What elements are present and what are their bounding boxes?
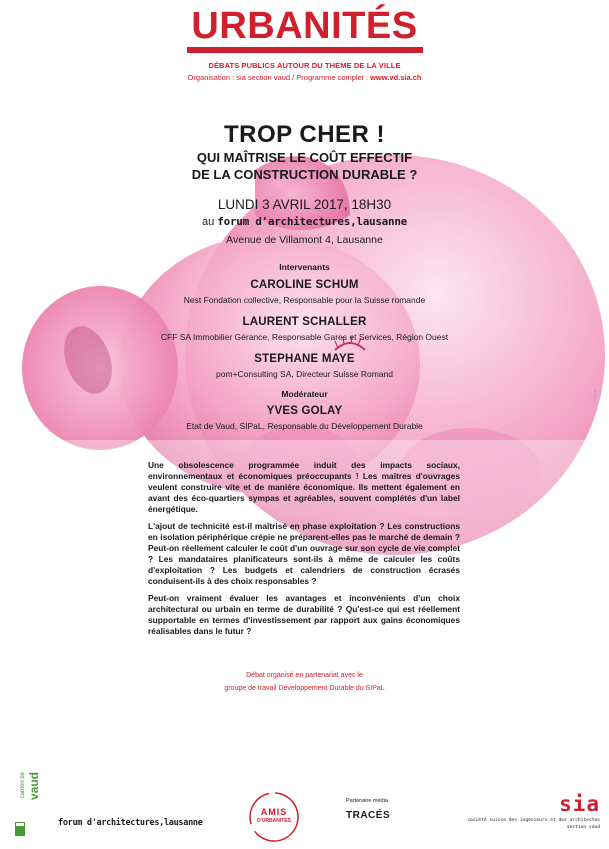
amis-circle-icon bbox=[247, 790, 301, 844]
event-venue-name: forum d'architectures,lausanne bbox=[217, 215, 407, 228]
event-subtitle-line1: QUI MAÎTRISE LE COÛT EFFECTIF bbox=[196, 150, 413, 165]
speakers-section bbox=[0, 262, 609, 441]
traces-label: Partenaire média bbox=[346, 798, 388, 804]
amis-urbanites-logo bbox=[247, 790, 301, 844]
brand-underline bbox=[187, 47, 423, 53]
traces-name: TRACÉS bbox=[346, 810, 391, 821]
event-title-block bbox=[0, 122, 609, 182]
sia-logo-line2: section vaud bbox=[566, 825, 600, 830]
partner-note-line2: groupe de travail Développement Durable du SIPaL bbox=[224, 685, 385, 692]
body-paragraph: Peut-on vraiment évaluer les avantages et inconvénients d'un choix architectural ou urbain en terme de durabilité ? Qu'est-ce qui est réellement supportable en termes d'investissement par rapport aux gains économiques réalisables dans le futur ? bbox=[148, 593, 460, 636]
event-venue bbox=[0, 214, 609, 230]
speaker-role: CFF SA Immobilier Gérance, Responsable Gares et Services, Région Ouest bbox=[160, 332, 449, 342]
brand-website-link[interactable]: www.vd.sia.ch bbox=[370, 73, 422, 82]
partner-note bbox=[0, 669, 609, 695]
amis-logo-subtitle: D'URBANITÉS bbox=[257, 818, 291, 824]
sia-logo-mark: sia bbox=[559, 792, 600, 816]
moderator-role: Etat de Vaud, SIPaL, Responsable du Développement Durable bbox=[186, 421, 423, 431]
body-paragraph: Une obsolescence programmée induit des impacts sociaux, environnementaux et économiques préoccupants ! Les maîtres d'ouvrages veulent construire vite et de manière économique. Ils mettent également en avant des éco-quartiers sympas et agréables, souvent complétés d'un label énergétique. bbox=[148, 460, 460, 514]
canton-vaud-big: vaud bbox=[27, 772, 41, 801]
sia-logo-line1: société suisse des ingénieurs et des architectes bbox=[467, 818, 600, 823]
event-address: Avenue de Villamont 4, Lausanne bbox=[226, 234, 383, 246]
event-info bbox=[0, 196, 609, 248]
event-subtitle-line2: DE LA CONSTRUCTION DURABLE ? bbox=[191, 167, 418, 182]
vaud-shield-stripe bbox=[15, 822, 25, 827]
brand-organisation-prefix: Organisation : sia section vaud / Programme complet : bbox=[187, 73, 371, 82]
canton-vaud-small: canton de bbox=[20, 772, 26, 799]
body-text bbox=[148, 460, 460, 643]
event-title: TROP CHER ! bbox=[223, 121, 386, 148]
side-reference-code: B-2017-A bbox=[593, 390, 597, 403]
amis-logo-title: AMIS bbox=[260, 807, 288, 817]
speaker-name: LAURENT SCHALLER bbox=[242, 316, 367, 328]
brand-subtitle: DÉBATS PUBLICS AUTOUR DU THÈME DE LA VILLE bbox=[208, 61, 401, 70]
traces-logo bbox=[346, 798, 390, 821]
speaker-name: CAROLINE SCHUM bbox=[250, 279, 359, 291]
speaker-role: pom+Consulting SA, Directeur Suisse Romand bbox=[216, 369, 393, 379]
brand-title: URBANITÉS bbox=[191, 5, 418, 47]
event-date: LUNDI 3 AVRIL 2017, 18H30 bbox=[217, 197, 392, 212]
moderator-heading: Modérateur bbox=[281, 389, 328, 399]
speaker-role: Nest Fondation collective, Responsable pour la Suisse romande bbox=[183, 295, 426, 305]
footer-logos bbox=[0, 760, 609, 840]
speaker-name: STEPHANE MAYE bbox=[254, 353, 355, 365]
canton-vaud-logo bbox=[10, 766, 41, 832]
brand-organisation bbox=[0, 73, 609, 82]
forum-logo: forum d'architectures,lausanne bbox=[58, 818, 203, 828]
body-paragraph: L'ajout de technicité est-il maîtrisé en phase exploitation ? Les constructions en isolation périphérique crépie ne préparent-elles pas le marché de demain ? Peut-on réellement calculer le coût d'un ouvrage sur son cycle de vie complet ? Les mandataires planificateurs sont-ils à même de calculer les coûts d'exploitation ? Les budgets et calendriers de construction écrasés conduisent-ils à des choix responsables ? bbox=[148, 521, 460, 586]
event-venue-prefix: au bbox=[202, 216, 218, 228]
brand-header bbox=[0, 6, 609, 82]
partner-note-line1: Débat organisé en partenariat avec le bbox=[246, 672, 363, 679]
moderator-name: YVES GOLAY bbox=[266, 405, 343, 417]
speakers-heading: Intervenants bbox=[279, 262, 330, 272]
